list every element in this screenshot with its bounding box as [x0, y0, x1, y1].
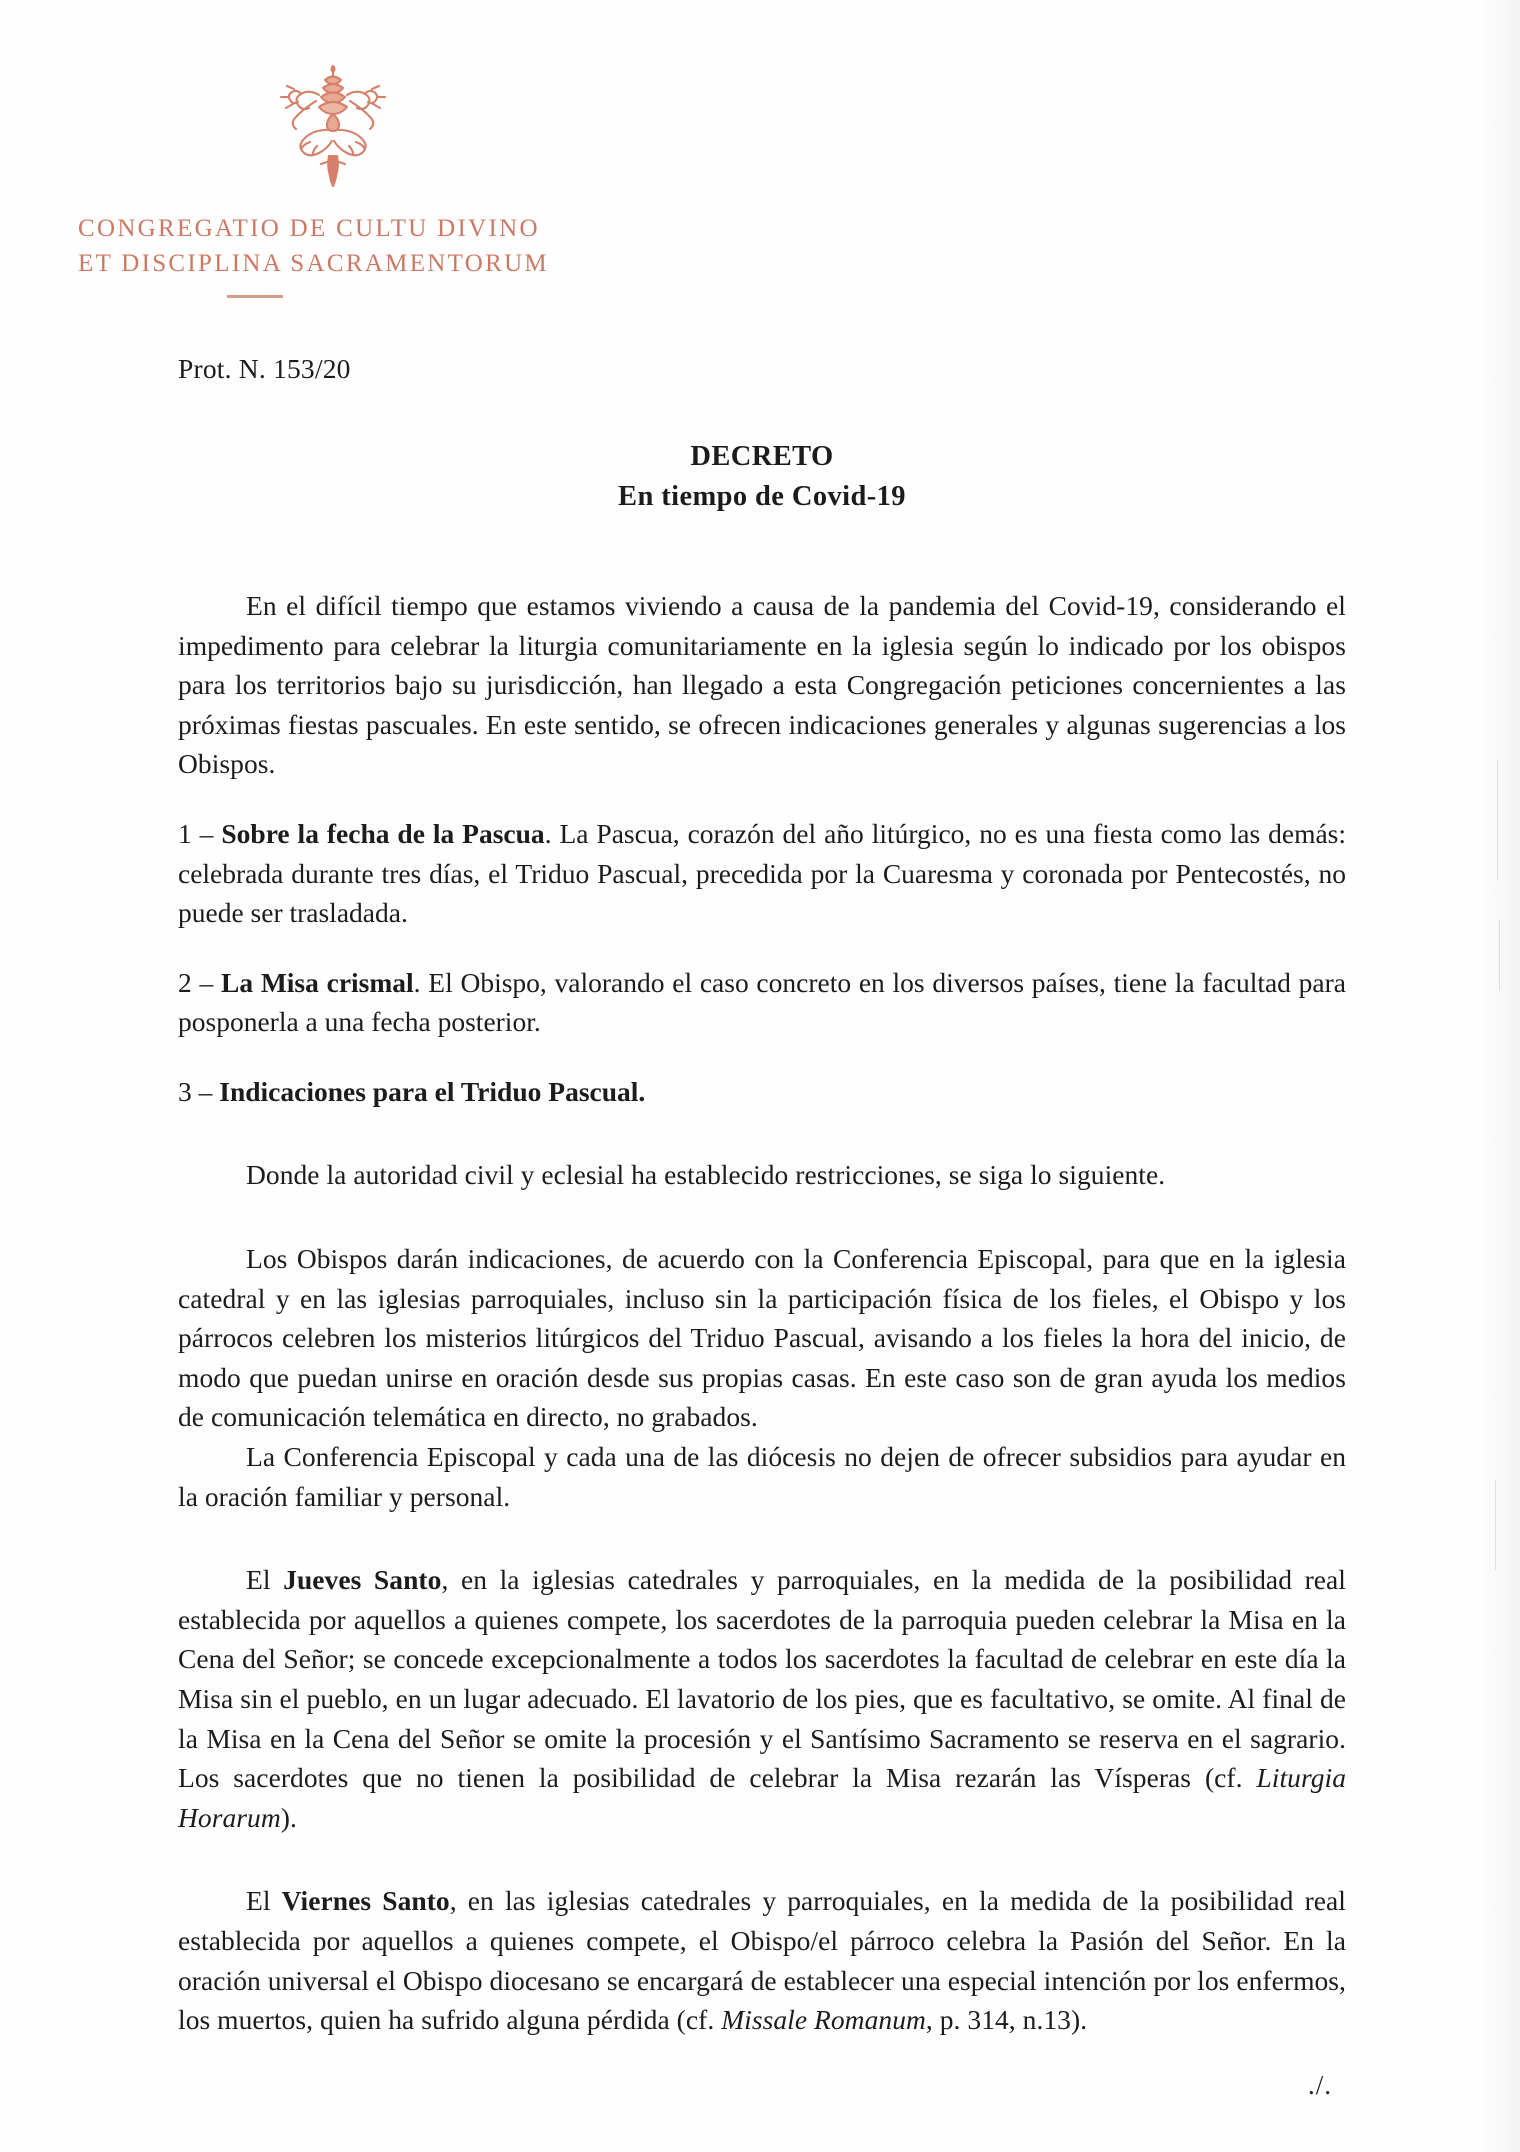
section-1-heading: Sobre la fecha de la Pascua [221, 817, 545, 849]
protocol-number: Prot. N. 153/20 [178, 353, 351, 384]
section-1-text: . La Pascua, corazón del año litúrgico, no es una fiesta como las demás: celebrada durante tres días, el Triduo Pascual, precedida por la Cuaresma y coronada por Pentecostés, no puede ser trasladada. [178, 817, 1347, 929]
good-friday-lead: El [246, 1885, 282, 1917]
section-2-text: . El Obispo, valorando el caso concreto en los diversos países, tiene la facultad para posponerla a una fecha posterior. [178, 966, 1346, 1038]
letterhead-divider [227, 295, 283, 298]
document-subtitle: En tiempo de Covid-19 [618, 481, 906, 513]
scan-artifact-line [1499, 920, 1500, 990]
paragraph-restrictions: Donde la autoridad civil y eclesial ha establecido restricciones, se siga lo siguiente. [246, 1159, 1166, 1191]
holy-thursday-text: , en la iglesias catedrales y parroquiales, en la medida de la posibilidad real establecida por aquellos a quienes compete, los sacerdotes de la parroquia pueden celebrar la Misa en la Cena del Señor; se concede excepcionalmente a todos los sacerdotes la facultad de celebrar en este día la Misa sin el pueblo, en un lugar adecuado. El lavatorio de los pies, que es facultativo, se omite. Al final de la Misa en la Cena del Señor se omite la procesión y el Santísimo Sacramento se reserva en el sagrario. Los sacerdotes que no tienen la posibilidad de celebrar la Misa rezarán las Vísperas (cf. [178, 1564, 1346, 1794]
missale-citation-part-2: Romanum [814, 2004, 926, 2036]
paragraph-good-friday [178, 1881, 1346, 2039]
section-3 [178, 1072, 1346, 1112]
holy-thursday-lead: El [246, 1564, 284, 1596]
holy-thursday-text-end: ). [280, 1801, 297, 1833]
good-friday-text: , en las iglesias catedrales y parroquiales, en la medida de la posibilidad real establecida por aquellos a quienes compete, el Obispo/el párroco celebra la Pasión del Señor. En la oración universal el Obispo diocesano se encargará de establecer una especial intención por los enfermos, los muertos, quien ha sufrido alguna pérdida (cf. [178, 1885, 1346, 2036]
section-1-number: 1 – [178, 817, 222, 849]
good-friday-label: Viernes Santo [281, 1885, 450, 1917]
paragraph-bishops: Los Obispos darán indicaciones, de acuerdo con la Conferencia Episcopal, para que en la iglesia catedral y en las iglesias parroquiales, incluso sin la participación física de los fieles, el Obispo y los párrocos celebren los misterios litúrgicos del Triduo Pascual, avisando a los fieles la hora del inicio, de modo que puedan unirse en oración desde sus propias casas. En este caso son de gran ayuda los medios de comunicación telemática en directo, no grabados. [178, 1243, 1346, 1433]
document-content [178, 352, 1346, 2101]
letterhead-line-2: ET DISCIPLINA SACRAMENTORUM [78, 249, 549, 277]
good-friday-text-end: , p. 314, n.13). [925, 2004, 1088, 2036]
scan-artifact-line [1495, 1480, 1496, 1570]
section-3-number: 3 – [178, 1075, 220, 1107]
section-3-heading: Indicaciones para el Triduo Pascual. [219, 1075, 646, 1107]
document-title: DECRETO [690, 441, 834, 472]
document-title-block [178, 437, 1346, 518]
spacer [178, 1546, 1346, 1560]
papal-tiara-and-keys-icon [272, 58, 394, 198]
paragraph-intro: En el difícil tiempo que estamos viviendo a causa de la pandemia del Covid-19, considerando el impedimento para celebrar la liturgia comunitariamente en la iglesia según lo indicado por los obispos para los territorios bajo su jurisdicción, han llegado a esta Congregación peticiones concernientes a las próximas fiestas pascuales. En este sentido, se ofrecen indicaciones generales y algunas sugerencias a los Obispos. [178, 589, 1346, 780]
scan-edge-shadow [1474, 0, 1520, 2152]
spacer [178, 1867, 1346, 1881]
letterhead [0, 58, 1520, 298]
section-2 [178, 963, 1346, 1042]
scan-artifact-line [1497, 760, 1498, 880]
letterhead-line-1: CONGREGATIO DE CULTU DIVINO [78, 215, 540, 242]
emblem-container [0, 58, 1520, 198]
paragraph-holy-thursday [178, 1560, 1346, 1837]
section-2-number: 2 – [178, 966, 221, 998]
spacer [178, 1225, 1346, 1239]
missale-citation-part-1: Missale [721, 2004, 808, 2036]
liturgia-horarum-citation: Liturgia Horarum [178, 1762, 1346, 1833]
page-continuation-mark: ./. [1307, 2069, 1332, 2100]
section-2-heading: La Misa crismal [220, 966, 414, 998]
spacer [178, 1141, 1346, 1155]
paragraph-conference: La Conferencia Episcopal y cada una de las diócesis no dejen de ofrecer subsidios para ayudar en la oración familiar y personal. [178, 1441, 1346, 1512]
holy-thursday-label: Jueves Santo [283, 1564, 442, 1596]
section-1 [178, 814, 1346, 933]
letterhead-text [0, 212, 1520, 281]
